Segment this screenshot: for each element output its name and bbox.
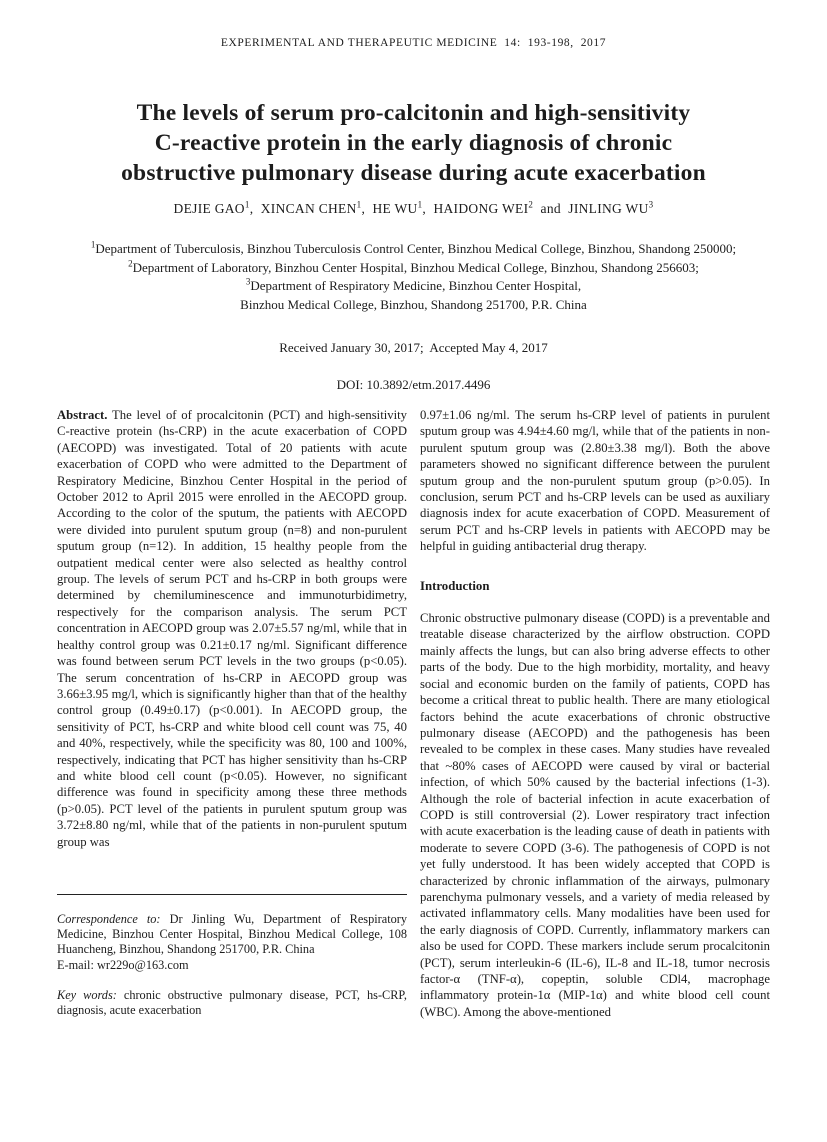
affiliation-line-3 xyxy=(30,277,797,296)
introduction-heading: Introduction xyxy=(420,578,490,593)
author-separator: and xyxy=(533,201,569,216)
keywords-note xyxy=(57,988,407,1018)
correspondence-text: Dr Jinling Wu, Department of Respiratory Medicine, Binzhou Center Hospital, Binzhou Medical College, 108 Huancheng, Binzhou, Shandong 251700, P.R. China xyxy=(57,911,407,957)
keywords-label: Key words: xyxy=(57,987,117,1002)
introduction-paragraph xyxy=(420,610,770,1020)
affiliation-line-4 xyxy=(30,296,797,315)
email-address: wr229o@163.com xyxy=(96,957,189,972)
left-column xyxy=(57,407,407,1020)
author-separator: , xyxy=(249,201,261,216)
correspondence-label: Correspondence to: xyxy=(57,911,161,926)
email-label: E-mail: xyxy=(57,957,94,972)
abstract-label: Abstract. xyxy=(57,408,108,422)
author-name: JINLING WU xyxy=(568,201,649,216)
affiliations xyxy=(30,240,797,314)
correspondence-note xyxy=(57,912,407,973)
affiliation-line-1 xyxy=(30,240,797,259)
affil-text: Department of Respiratory Medicine, Binzhou Center Hospital, xyxy=(250,278,582,293)
journal-header: EXPERIMENTAL AND THERAPEUTIC MEDICINE 14: 193-198, 2017 xyxy=(220,37,607,49)
title-line-2: C-reactive protein in the early diagnosis of chronic xyxy=(154,130,673,156)
author-affil-mark: 1 xyxy=(356,199,362,210)
affiliation-line-2 xyxy=(30,259,797,278)
received-accepted-line: Received January 30, 2017; Accepted May 4, 2017 xyxy=(279,340,548,355)
two-column-body xyxy=(57,407,770,1020)
paper-title xyxy=(30,98,797,188)
author-separator: , xyxy=(361,201,373,216)
abstract-text: The level of of procalcitonin (PCT) and high-sensitivity C-reactive protein (hs-CRP) in the acute exacerbation of COPD (AECOPD) was investigated. Total of 20 patients with acute exacerbation of COPD who were admitted to the Department of Respiratory Medicine, Binzhou Center Hospital in the period of October 2012 to April 2015 were enrolled in the AECOPD group. According to the color of the sputum, the patients with AECOPD were divided into purulent sputum group (n=8) and non-purulent sputum group (n=12). In addition, 15 healthy people from the outpatient medical center were also selected as healthy control group. The levels of serum PCT and hs-CRP in both groups were determined by chemiluminescence and immunoturbidimetry, respectively for the comparison analysis. The serum PCT concentration in AECOPD group was 2.07±5.57 ng/ml, while that in healthy control group was 0.21±0.17 ng/ml. Significant difference was found between serum PCT levels in the two groups (p<0.05). The serum concentration of hs-CRP in AECOPD group was 3.66±3.95 mg/l, which is significantly higher than that of the healthy control group (0.49±0.17) (p<0.001). In AECOPD group, the sensitivity of PCT, hs-CRP and white blood cell count was 75, 40 and 40%, respectively, while the specificity was 80, 100 and 100%, respectively, indicating that PCT has higher sensitivity than hs-CRP and white blood cell count (p<0.05). However, no significant difference was found in specificity among these three methods (p>0.05). PCT level of the patients in purulent sputum group was 3.72±8.80 ng/ml, while that of the patients in non-purulent sputum group was xyxy=(57,408,407,849)
title-line-3: obstructive pulmonary disease during acute exacerbation xyxy=(121,160,706,186)
email-line xyxy=(57,958,407,973)
author-name: DEJIE GAO xyxy=(173,201,245,216)
abstract-continuation-text: 0.97±1.06 ng/ml. The serum hs-CRP level of patients in purulent sputum group was 4.94±4.60 mg/l, while that of the patients in non-purulent sputum group was (2.80±3.38 mg/l). Both the above parameters showed no significant difference between the purulent sputum group and the non-purulent sputum group (p>0.05). In conclusion, serum PCT and hs-CRP levels can be used as auxiliary diagnosis index for acute exacerbation of COPD. Measurement of serum PCT and hs-CRP levels in patients with AECOPD may be helpful in guiding antibacterial drug therapy. xyxy=(420,408,770,554)
author-affil-mark: 1 xyxy=(244,199,250,210)
author-separator: , xyxy=(422,201,434,216)
affil-mark: 3 xyxy=(245,276,251,287)
author-name: XINCAN CHEN xyxy=(260,201,357,216)
author-affil-mark: 1 xyxy=(417,199,423,210)
title-line-1: The levels of serum pro-calcitonin and high-sensitivity xyxy=(136,100,691,126)
abstract-continuation xyxy=(420,407,770,555)
author-name: HE WU xyxy=(372,201,418,216)
introduction-text: Chronic obstructive pulmonary disease (COPD) is a preventable and treatable disease characterized by the airflow obstruction. COPD mainly affects the lungs, but can also bring adverse effects to other parts of the body. Due to the high morbidity, mortality, and heavy social and economic burden on the family of patients, COPD has become a critical threat to public health. There are many etiological factors behind the acute exacerbations of chronic obstructive pulmonary disease (AECOPD) and the pathogenesis has been revealed to be complex in these cases. Many studies have revealed that ~80% cases of AECOPD were caused by viral or bacterial infection, of which 50% caused by the bacterial infections (1-3). Although the role of bacterial infection in acute exacerbation of COPD is still controversial (2). Lower respiratory tract infection with acute exacerbation is the leading cause of death in patients with moderate to severe COPD (3-6). The pathogenesis of COPD is not yet fully understood. It has been widely accepted that COPD is characterized by chronic inflammation of the airways, pulmonary parenchyma pulmonary vessels, and a variety of media released by activated inflammatory cells. Many modalities have been used for the early diagnosis of COPD. Currently, inflammatory markers can also be used for COPD. These markers include serum procalcitonin (PCT), serum interleukin-6 (IL-6), IL-8 and IL-18, tumor necrosis factor-α (TNF-α), copeptin, soluble CDl4, macrophage inflammatory protein-1α (MIP-1α) and white blood cell count (WBC). Among the above-mentioned xyxy=(420,611,770,1019)
affil-text: Department of Laboratory, Binzhou Center Hospital, Binzhou Medical College, Binzhou, Shandong 256603; xyxy=(132,259,699,275)
author-affil-mark: 3 xyxy=(648,199,654,210)
right-column xyxy=(420,407,770,1020)
affil-mark: 2 xyxy=(128,258,133,269)
affil-mark: 1 xyxy=(90,239,96,250)
authors-line xyxy=(30,201,797,217)
footnote-divider xyxy=(57,894,407,895)
author-name: HAIDONG WEI xyxy=(433,201,529,216)
keywords-text: chronic obstructive pulmonary disease, PCT, hs-CRP, diagnosis, acute exacerbation xyxy=(57,987,407,1017)
affil-text: Department of Tuberculosis, Binzhou Tuberculosis Control Center, Binzhou Medical College, Binzhou, Shandong 250000; xyxy=(95,241,737,256)
author-affil-mark: 2 xyxy=(528,199,534,210)
affil-text: Binzhou Medical College, Binzhou, Shandong 251700, P.R. China xyxy=(240,296,587,312)
abstract-paragraph xyxy=(57,407,407,850)
doi-line: DOI: 10.3892/etm.2017.4496 xyxy=(336,377,491,392)
